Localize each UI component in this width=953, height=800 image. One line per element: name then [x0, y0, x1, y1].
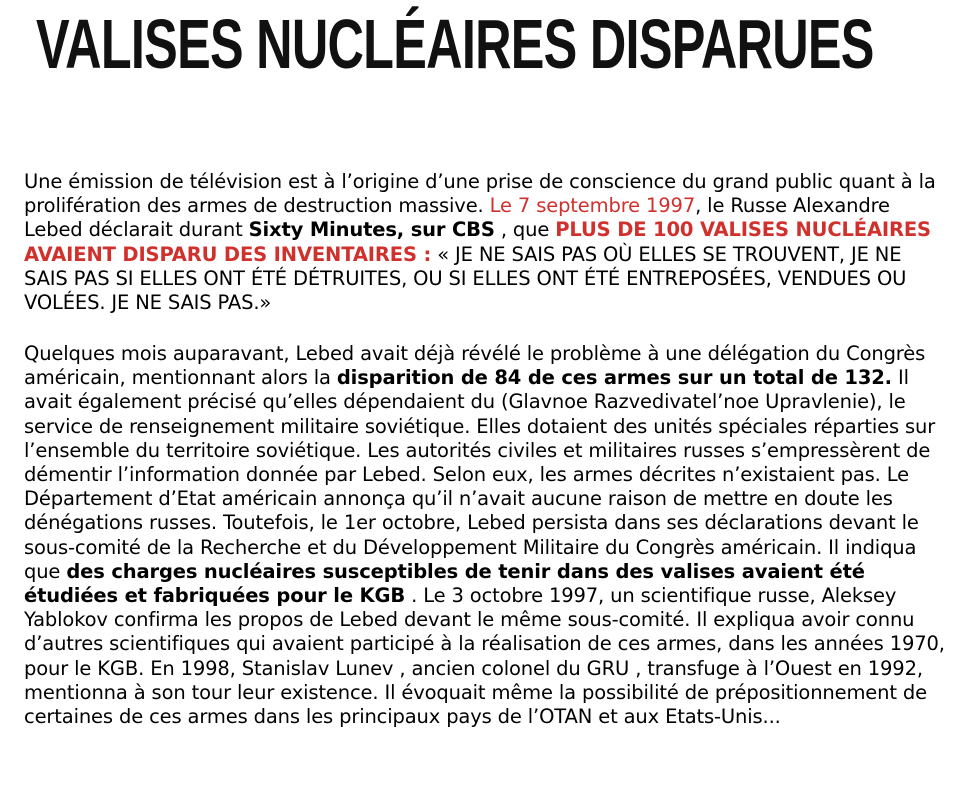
p2-text-1: Quelques mois auparavant, Lebed avait déjà révélé le problème à une délégation du Congrès américain, mentionnant alors la — [24, 342, 926, 390]
page-title: VALISES NUCLÉAIRES DISPARUES — [36, 5, 874, 83]
kgb-charges-bold: des charges nucléaires susceptibles de tenir dans des valises avaient été étudiées et fabriquées pour le KGB — [24, 559, 865, 608]
p1-text-1: Une émission de télévision est à l’origine d’une prise de conscience du grand public quant à la prolifération des armes de destruction massive. — [24, 170, 936, 218]
show-name-bold: Sixty Minutes, sur CBS — [248, 218, 495, 242]
p1-text-2: , le Russe Alexandre Lebed déclarait durant — [24, 194, 890, 242]
p2-text-3: . Le 3 octobre 1997, un scientifique russe, Aleksey Yablokov confirma les propos de Lebed devant le même sous-comité. Il expliqua avoir connu d’autres scientifiques qui avaient participé à la réalisation de ces armes, dans les années 1970, pour le KGB. En 1998, Stanislav Lunev , ancien colonel du GRU , transfuge à l’Ouest en 1992, mentionna à son tour leur existence. Il évoquait même la possibilité de prépositionnement de certaines de ces armes dans les principaux pays de l’OTAN et aux Etats-Unis... — [24, 584, 945, 729]
headline-claim: PLUS DE 100 VALISES NUCLÉAIRES AVAIENT DISPARU DES INVENTAIRES : — [24, 218, 931, 266]
p2-text-2: Il avait également précisé qu’elles dépendaient du (Glavnoe Razvedivatel’noe Upravlenie), le service de renseignement militaire soviétique. Elles dotaient des unités spéciales réparties sur l’ensemble du territoire soviétique. Les autorités civiles et militaires russes s’empressèrent de démentir l’information donnée par Lebed. Selon eux, les armes décrites n’existaient pas. Le Département d’Etat américain annonça qu’il n’avait aucune raison de mettre en doute les dénégations russes. Toutefois, le 1er octobre, Lebed persista dans ses déclarations devant le sous-comité de la Recherche et du Développement Militaire du Congrès américain. Il indiqua que — [24, 366, 936, 583]
p1-text-3: , que — [494, 218, 556, 242]
quote-text: « JE NE SAIS PAS OÙ ELLES SE TROUVENT, JE NE SAIS PAS SI ELLES ONT ÉTÉ DÉTRUITES, OU SI ELLES ONT ÉTÉ ENTREPOSÉES, VENDUES OU VOLÉES. JE NE SAIS PAS.» — [24, 242, 907, 315]
body-paragraph — [24, 342, 946, 729]
date-highlight: Le 7 septembre 1997 — [489, 194, 696, 218]
intro-paragraph — [24, 170, 946, 315]
disappearance-bold: disparition de 84 de ces armes sur un total de 132. — [336, 366, 892, 390]
